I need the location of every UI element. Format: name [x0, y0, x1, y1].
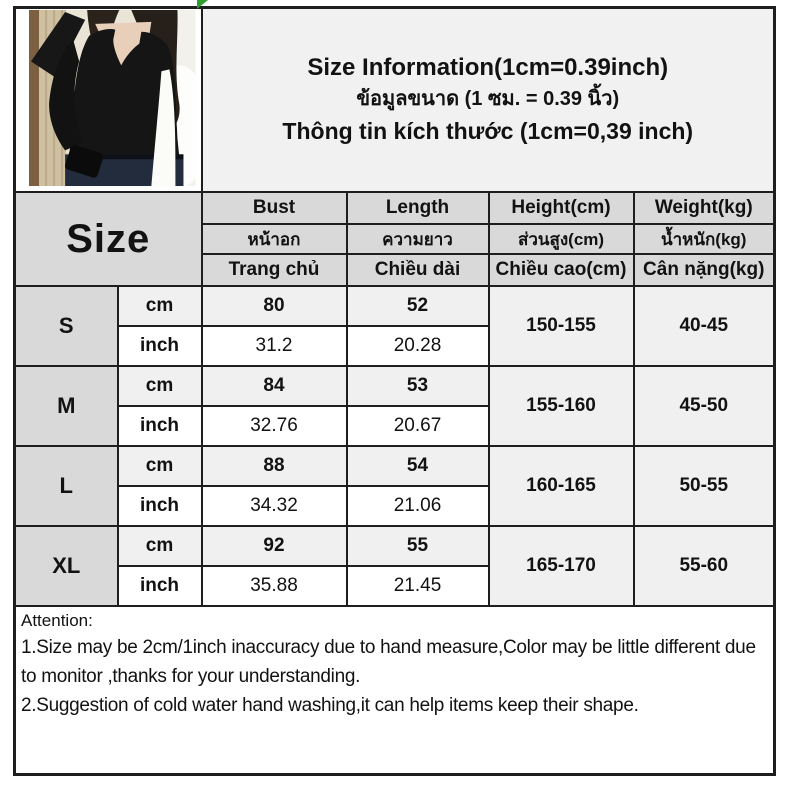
- row-s-weight: 40-45: [634, 286, 775, 366]
- title-vietnamese: Thông tin kích thước (1cm=0,39 inch): [282, 118, 694, 144]
- table-row-s-cm: [15, 286, 775, 326]
- row-l-length-cm: 54: [347, 446, 489, 486]
- row-m-length-inch: 20.67: [347, 406, 489, 446]
- height-header-en: Height(cm): [489, 192, 634, 224]
- row-s-height: 150-155: [489, 286, 634, 366]
- weight-header-en: Weight(kg): [634, 192, 775, 224]
- length-header-en: Length: [347, 192, 489, 224]
- bust-header-th: หน้าอก: [202, 224, 347, 254]
- product-photo-cell: [15, 8, 202, 193]
- row-l-length-inch: 21.06: [347, 486, 489, 526]
- row-s-length-cm: 52: [347, 286, 489, 326]
- chart-title-cell: [202, 8, 775, 193]
- title-thai: ข้อมูลขนาด (1 ซม. = 0.39 นิ้ว): [356, 88, 620, 110]
- attention-note-2: 2.Suggestion of cold water hand washing,it can help items keep their shape.: [21, 695, 639, 716]
- attention-note-1: 1.Size may be 2cm/1inch inaccuracy due to hand measure,Color may be little different due to monitor ,thanks for your understanding.: [21, 637, 756, 687]
- title-english: Size Information(1cm=0.39inch): [307, 54, 669, 81]
- row-s-length-inch: 20.28: [347, 326, 489, 366]
- row-xl-length-cm: 55: [347, 526, 489, 566]
- product-photo-illustration: [29, 10, 196, 186]
- weight-header-th: น้ำหนัก(kg): [634, 224, 775, 254]
- height-header-th: ส่วนสูง(cm): [489, 224, 634, 254]
- row-s-unit-cm: cm: [118, 286, 202, 326]
- row-l-size-label: L: [15, 446, 118, 526]
- row-xl-height: 165-170: [489, 526, 634, 606]
- row-xl-unit-inch: inch: [118, 566, 202, 606]
- row-m-weight: 45-50: [634, 366, 775, 446]
- attention-section: [15, 606, 775, 774]
- product-photo: [29, 10, 196, 186]
- row-s-bust-cm: 80: [202, 286, 347, 326]
- row-l-height: 160-165: [489, 446, 634, 526]
- attention-heading: Attention:: [21, 611, 93, 630]
- row-xl-size-label: XL: [15, 526, 118, 606]
- size-chart-table: [13, 6, 776, 776]
- row-s-bust-inch: 31.2: [202, 326, 347, 366]
- row-m-length-cm: 53: [347, 366, 489, 406]
- weight-header-vi: Cân nặng(kg): [634, 254, 775, 286]
- green-triangle-icon: [197, 0, 208, 9]
- row-s-size-label: S: [15, 286, 118, 366]
- row-m-bust-cm: 84: [202, 366, 347, 406]
- length-header-th: ความยาว: [347, 224, 489, 254]
- table-row-m-cm: [15, 366, 775, 406]
- row-xl-bust-inch: 35.88: [202, 566, 347, 606]
- row-xl-length-inch: 21.45: [347, 566, 489, 606]
- row-xl-unit-cm: cm: [118, 526, 202, 566]
- row-m-unit-cm: cm: [118, 366, 202, 406]
- row-l-unit-inch: inch: [118, 486, 202, 526]
- height-header-vi: Chiều cao(cm): [489, 254, 634, 286]
- row-s-unit-inch: inch: [118, 326, 202, 366]
- bust-header-en: Bust: [202, 192, 347, 224]
- row-m-size-label: M: [15, 366, 118, 446]
- bust-header-vi: Trang chủ: [202, 254, 347, 286]
- size-column-header: Size: [15, 192, 202, 286]
- row-l-unit-cm: cm: [118, 446, 202, 486]
- table-row-xl-cm: [15, 526, 775, 566]
- row-xl-weight: 55-60: [634, 526, 775, 606]
- row-m-height: 155-160: [489, 366, 634, 446]
- row-m-bust-inch: 32.76: [202, 406, 347, 446]
- row-l-bust-inch: 34.32: [202, 486, 347, 526]
- row-l-weight: 50-55: [634, 446, 775, 526]
- length-header-vi: Chiều dài: [347, 254, 489, 286]
- row-xl-bust-cm: 92: [202, 526, 347, 566]
- table-row-l-cm: [15, 446, 775, 486]
- row-l-bust-cm: 88: [202, 446, 347, 486]
- row-m-unit-inch: inch: [118, 406, 202, 446]
